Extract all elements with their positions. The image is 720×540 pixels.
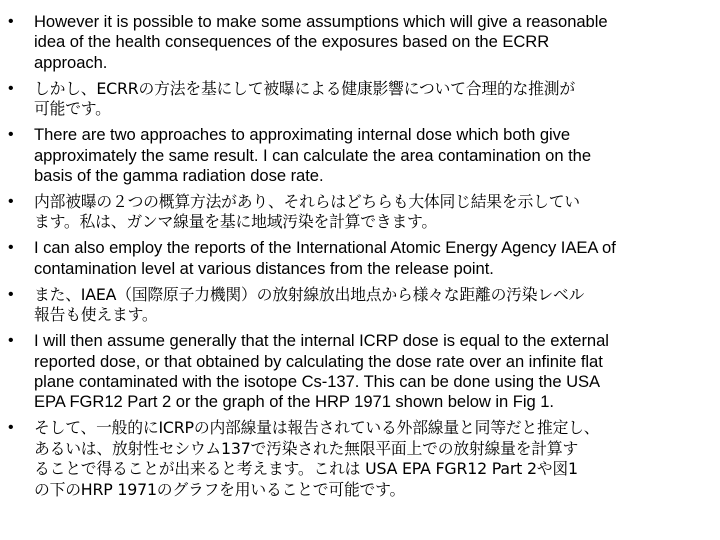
bullet-text-japanese: しかし、ECRRの方法を基にして被曝による健康影響について合理的な推測が 可能です。	[34, 78, 575, 119]
bullet-icon: •	[8, 285, 14, 303]
bullet-icon: •	[8, 126, 14, 144]
bullet-item-7	[0, 331, 712, 413]
bullet-icon: •	[8, 332, 14, 350]
bullet-item-6	[0, 285, 712, 326]
bullet-text-english: There are two approaches to approximating internal dose which both give approximately the same result. I can calculate the area contamination on the basis of the gamma radiation dose rate.	[34, 125, 592, 186]
bullet-item-8	[0, 418, 712, 500]
bullet-item-5	[0, 238, 712, 279]
bullet-icon: •	[8, 193, 14, 211]
bullet-text-english: I will then assume generally that the internal ICRP dose is equal to the external reported dose, or that obtained by calculating the dose rate over an infinite flat plane contaminated with the isotope Cs-137. This can be done using the USA EPA FGR12 Part 2 or the graph of the HRP 1971 shown below in Fig 1.	[34, 331, 609, 412]
bullet-text-japanese: また、IAEA（国際原子力機関）の放射線放出地点から様々な距離の汚染レベル 報告も使えます。	[34, 284, 585, 325]
bullet-icon: •	[8, 79, 14, 97]
bullet-item-1	[0, 12, 712, 73]
bullet-text-english: I can also employ the reports of the International Atomic Energy Agency IAEA of contamination level at various distances from the release point.	[34, 238, 616, 278]
bullet-item-4	[0, 192, 712, 233]
bullet-text-japanese: そして、一般的にICRPの内部線量は報告されている外部線量と同等だと推定し、 あるいは、放射性セシウム137で汚染された無限平面上での放射線量を計算す ることで得ることが出来ると考えます。これは USA EPA FGR12 Part 2や図1 の下のHRP 1971のグラフを用いることで可能です。	[34, 418, 600, 499]
bullet-icon: •	[8, 239, 14, 257]
bullet-icon: •	[8, 419, 14, 437]
bullet-text-english: However it is possible to make some assumptions which will give a reasonable idea of the health consequences of the exposures based on the ECRR approach.	[34, 12, 608, 72]
bullet-item-2	[0, 79, 712, 120]
bullet-list	[0, 12, 712, 500]
bullet-icon: •	[8, 13, 14, 30]
bullet-item-3	[0, 125, 712, 186]
bullet-text-japanese: 内部被曝の２つの概算方法があり、それらはどちらも大体同じ結果を示してい ます。私は、ガンマ線量を基に地域汚染を計算できます。	[34, 192, 580, 232]
